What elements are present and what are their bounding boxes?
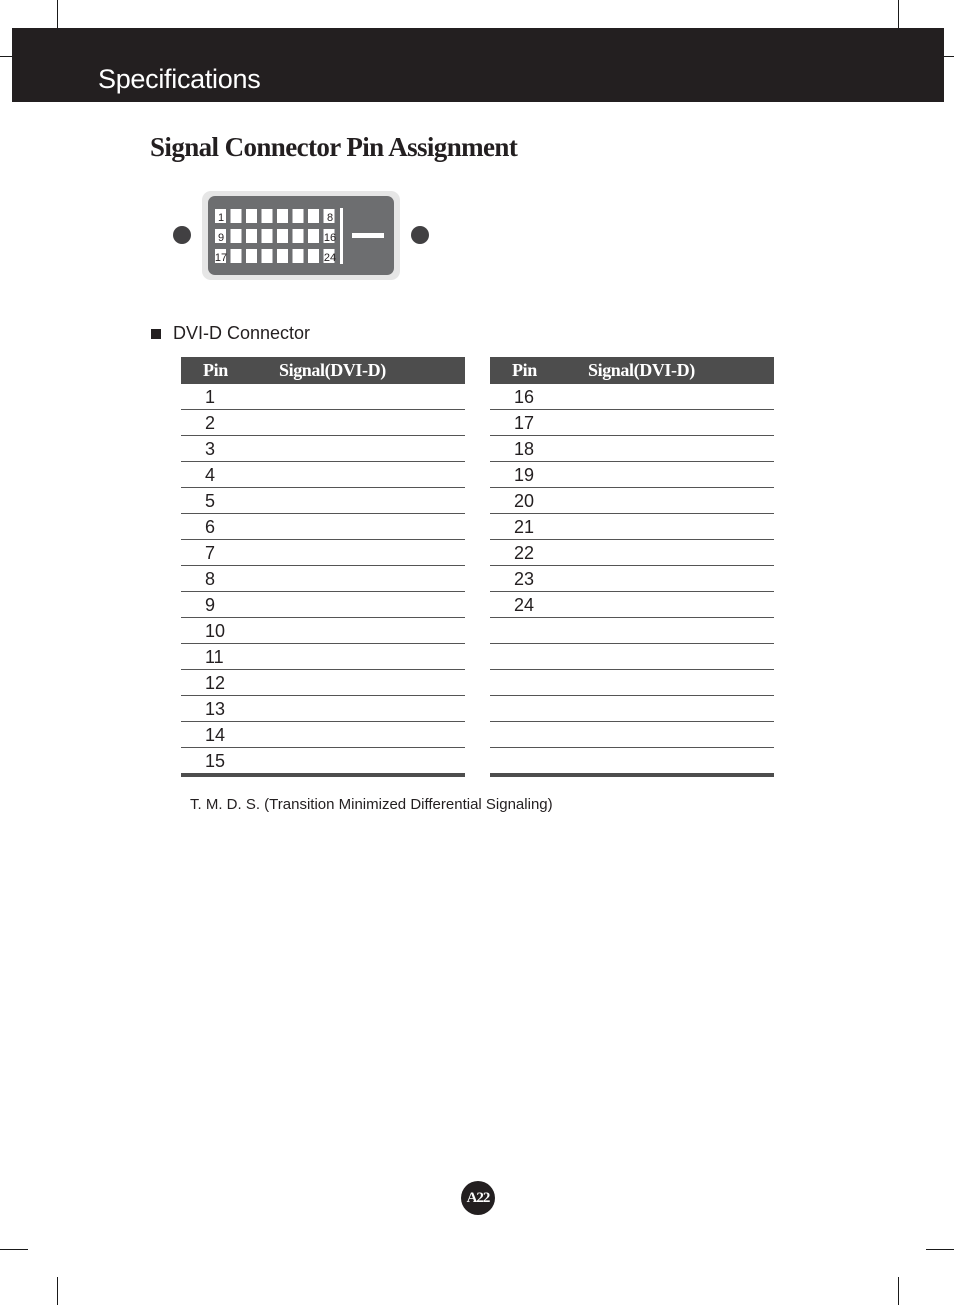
signal-cell — [279, 696, 465, 722]
pin-label-17: 17 — [214, 252, 228, 264]
pin-number-cell: 17 — [490, 410, 588, 436]
pin-number-cell: 16 — [490, 384, 588, 410]
table-row — [181, 722, 465, 748]
pin-contact — [231, 249, 242, 263]
pin-number-cell: 14 — [181, 722, 279, 748]
pin-number-cell: 18 — [490, 436, 588, 462]
pin-number-cell — [490, 696, 588, 722]
signal-cell — [279, 566, 465, 592]
signal-cell — [279, 384, 465, 410]
table-row — [490, 618, 774, 644]
pin-number-cell: 13 — [181, 696, 279, 722]
header-pin: Pin — [490, 357, 588, 384]
ground-blade-left — [340, 208, 343, 264]
pin-contact — [262, 229, 273, 243]
table-row — [490, 514, 774, 540]
table-row — [181, 748, 465, 776]
table-row — [181, 514, 465, 540]
signal-cell — [588, 384, 774, 410]
signal-cell — [588, 488, 774, 514]
pin-contact — [277, 209, 288, 223]
bullet-square-icon — [151, 329, 161, 339]
table-row — [181, 592, 465, 618]
header-bar — [12, 28, 944, 102]
table-row — [490, 462, 774, 488]
table-row — [181, 488, 465, 514]
pin-number-cell: 24 — [490, 592, 588, 618]
signal-cell — [279, 670, 465, 696]
crop-mark — [57, 0, 58, 28]
pin-number-cell: 6 — [181, 514, 279, 540]
right-screw-icon — [411, 226, 429, 244]
signal-cell — [588, 618, 774, 644]
signal-cell — [588, 514, 774, 540]
pin-number-cell: 11 — [181, 644, 279, 670]
pin-number-cell: 9 — [181, 592, 279, 618]
pin-number-cell: 21 — [490, 514, 588, 540]
table-row — [181, 436, 465, 462]
footnote: T. M. D. S. (Transition Minimized Differential Signaling) — [190, 796, 553, 813]
header-signal: Signal(DVI-D) — [279, 357, 465, 384]
pin-contact — [231, 209, 242, 223]
signal-cell — [279, 462, 465, 488]
crop-mark — [944, 56, 954, 57]
pin-number-cell: 12 — [181, 670, 279, 696]
table-row — [490, 696, 774, 722]
table-row — [490, 540, 774, 566]
pin-number-cell — [490, 618, 588, 644]
pin-contact — [308, 229, 319, 243]
signal-cell — [588, 644, 774, 670]
table-row — [181, 540, 465, 566]
table-row — [181, 618, 465, 644]
crop-mark — [898, 0, 899, 28]
pin-number-cell: 20 — [490, 488, 588, 514]
pin-number-cell: 8 — [181, 566, 279, 592]
table-row — [181, 644, 465, 670]
signal-cell — [279, 488, 465, 514]
signal-cell — [588, 592, 774, 618]
table-row — [490, 436, 774, 462]
pin-contact — [246, 249, 257, 263]
table-header-row — [490, 357, 774, 384]
pin-number-cell: 3 — [181, 436, 279, 462]
signal-cell — [588, 696, 774, 722]
connector-type-text: DVI-D Connector — [173, 323, 311, 343]
pin-contact — [262, 209, 273, 223]
table-row — [490, 644, 774, 670]
signal-cell — [588, 566, 774, 592]
signal-cell — [279, 540, 465, 566]
crop-mark — [898, 1277, 899, 1305]
pin-number-cell: 22 — [490, 540, 588, 566]
signal-cell — [588, 722, 774, 748]
section-title: Signal Connector Pin Assignment — [150, 132, 518, 162]
pin-label-24: 24 — [323, 252, 337, 264]
table-row — [490, 488, 774, 514]
pin-number-cell: 19 — [490, 462, 588, 488]
pin-number-cell — [490, 670, 588, 696]
signal-cell — [279, 514, 465, 540]
signal-cell — [279, 436, 465, 462]
signal-cell — [279, 592, 465, 618]
table-row — [490, 384, 774, 410]
pin-number-cell — [490, 722, 588, 748]
header-signal: Signal(DVI-D) — [588, 357, 774, 384]
pin-contact — [293, 209, 304, 223]
crop-mark — [0, 56, 12, 57]
pin-label-9: 9 — [217, 232, 225, 244]
signal-cell — [588, 436, 774, 462]
pin-number-cell — [490, 748, 588, 776]
table-row — [181, 670, 465, 696]
pin-contact — [246, 209, 257, 223]
page-header-title: Specifications — [98, 64, 261, 94]
pin-contact — [246, 229, 257, 243]
signal-cell — [279, 722, 465, 748]
pin-number-cell: 10 — [181, 618, 279, 644]
crop-mark — [0, 1249, 28, 1250]
pin-number-cell — [490, 644, 588, 670]
signal-cell — [588, 748, 774, 776]
table-row — [490, 410, 774, 436]
signal-cell — [279, 618, 465, 644]
table-header-row — [181, 357, 465, 384]
pin-table-left-body — [181, 384, 465, 775]
crop-mark — [926, 1249, 954, 1250]
pin-number-cell: 2 — [181, 410, 279, 436]
pin-label-1: 1 — [217, 212, 225, 224]
pin-table-right — [490, 357, 774, 777]
dvi-connector-diagram — [168, 188, 438, 284]
table-row — [490, 670, 774, 696]
signal-cell — [279, 748, 465, 776]
pin-contact — [293, 229, 304, 243]
header-pin: Pin — [181, 357, 279, 384]
pin-contact — [277, 249, 288, 263]
signal-cell — [588, 462, 774, 488]
pin-number-cell: 7 — [181, 540, 279, 566]
table-row — [181, 384, 465, 410]
pin-contact — [293, 249, 304, 263]
table-row — [181, 462, 465, 488]
pin-contact — [308, 209, 319, 223]
pin-table-left — [181, 357, 465, 777]
table-row — [490, 722, 774, 748]
pin-number-cell: 4 — [181, 462, 279, 488]
table-row — [181, 566, 465, 592]
connector-type-label — [151, 323, 310, 344]
signal-cell — [588, 670, 774, 696]
page-number-badge: A22 — [461, 1181, 495, 1215]
table-row — [490, 592, 774, 618]
pin-number-cell: 23 — [490, 566, 588, 592]
signal-cell — [279, 410, 465, 436]
crop-mark — [57, 1277, 58, 1305]
pin-number-cell: 1 — [181, 384, 279, 410]
ground-blade — [352, 233, 384, 238]
pin-contact — [277, 229, 288, 243]
pin-number-cell: 5 — [181, 488, 279, 514]
pin-number-cell: 15 — [181, 748, 279, 776]
table-row — [181, 410, 465, 436]
left-screw-icon — [173, 226, 191, 244]
table-row — [490, 566, 774, 592]
pin-label-16: 16 — [323, 232, 337, 244]
pin-contact — [262, 249, 273, 263]
signal-cell — [279, 644, 465, 670]
table-row — [181, 696, 465, 722]
pin-table-right-body — [490, 384, 774, 775]
table-row — [490, 748, 774, 776]
signal-cell — [588, 540, 774, 566]
pin-contact — [308, 249, 319, 263]
signal-cell — [588, 410, 774, 436]
pin-label-8: 8 — [326, 212, 334, 224]
pin-contact — [231, 229, 242, 243]
